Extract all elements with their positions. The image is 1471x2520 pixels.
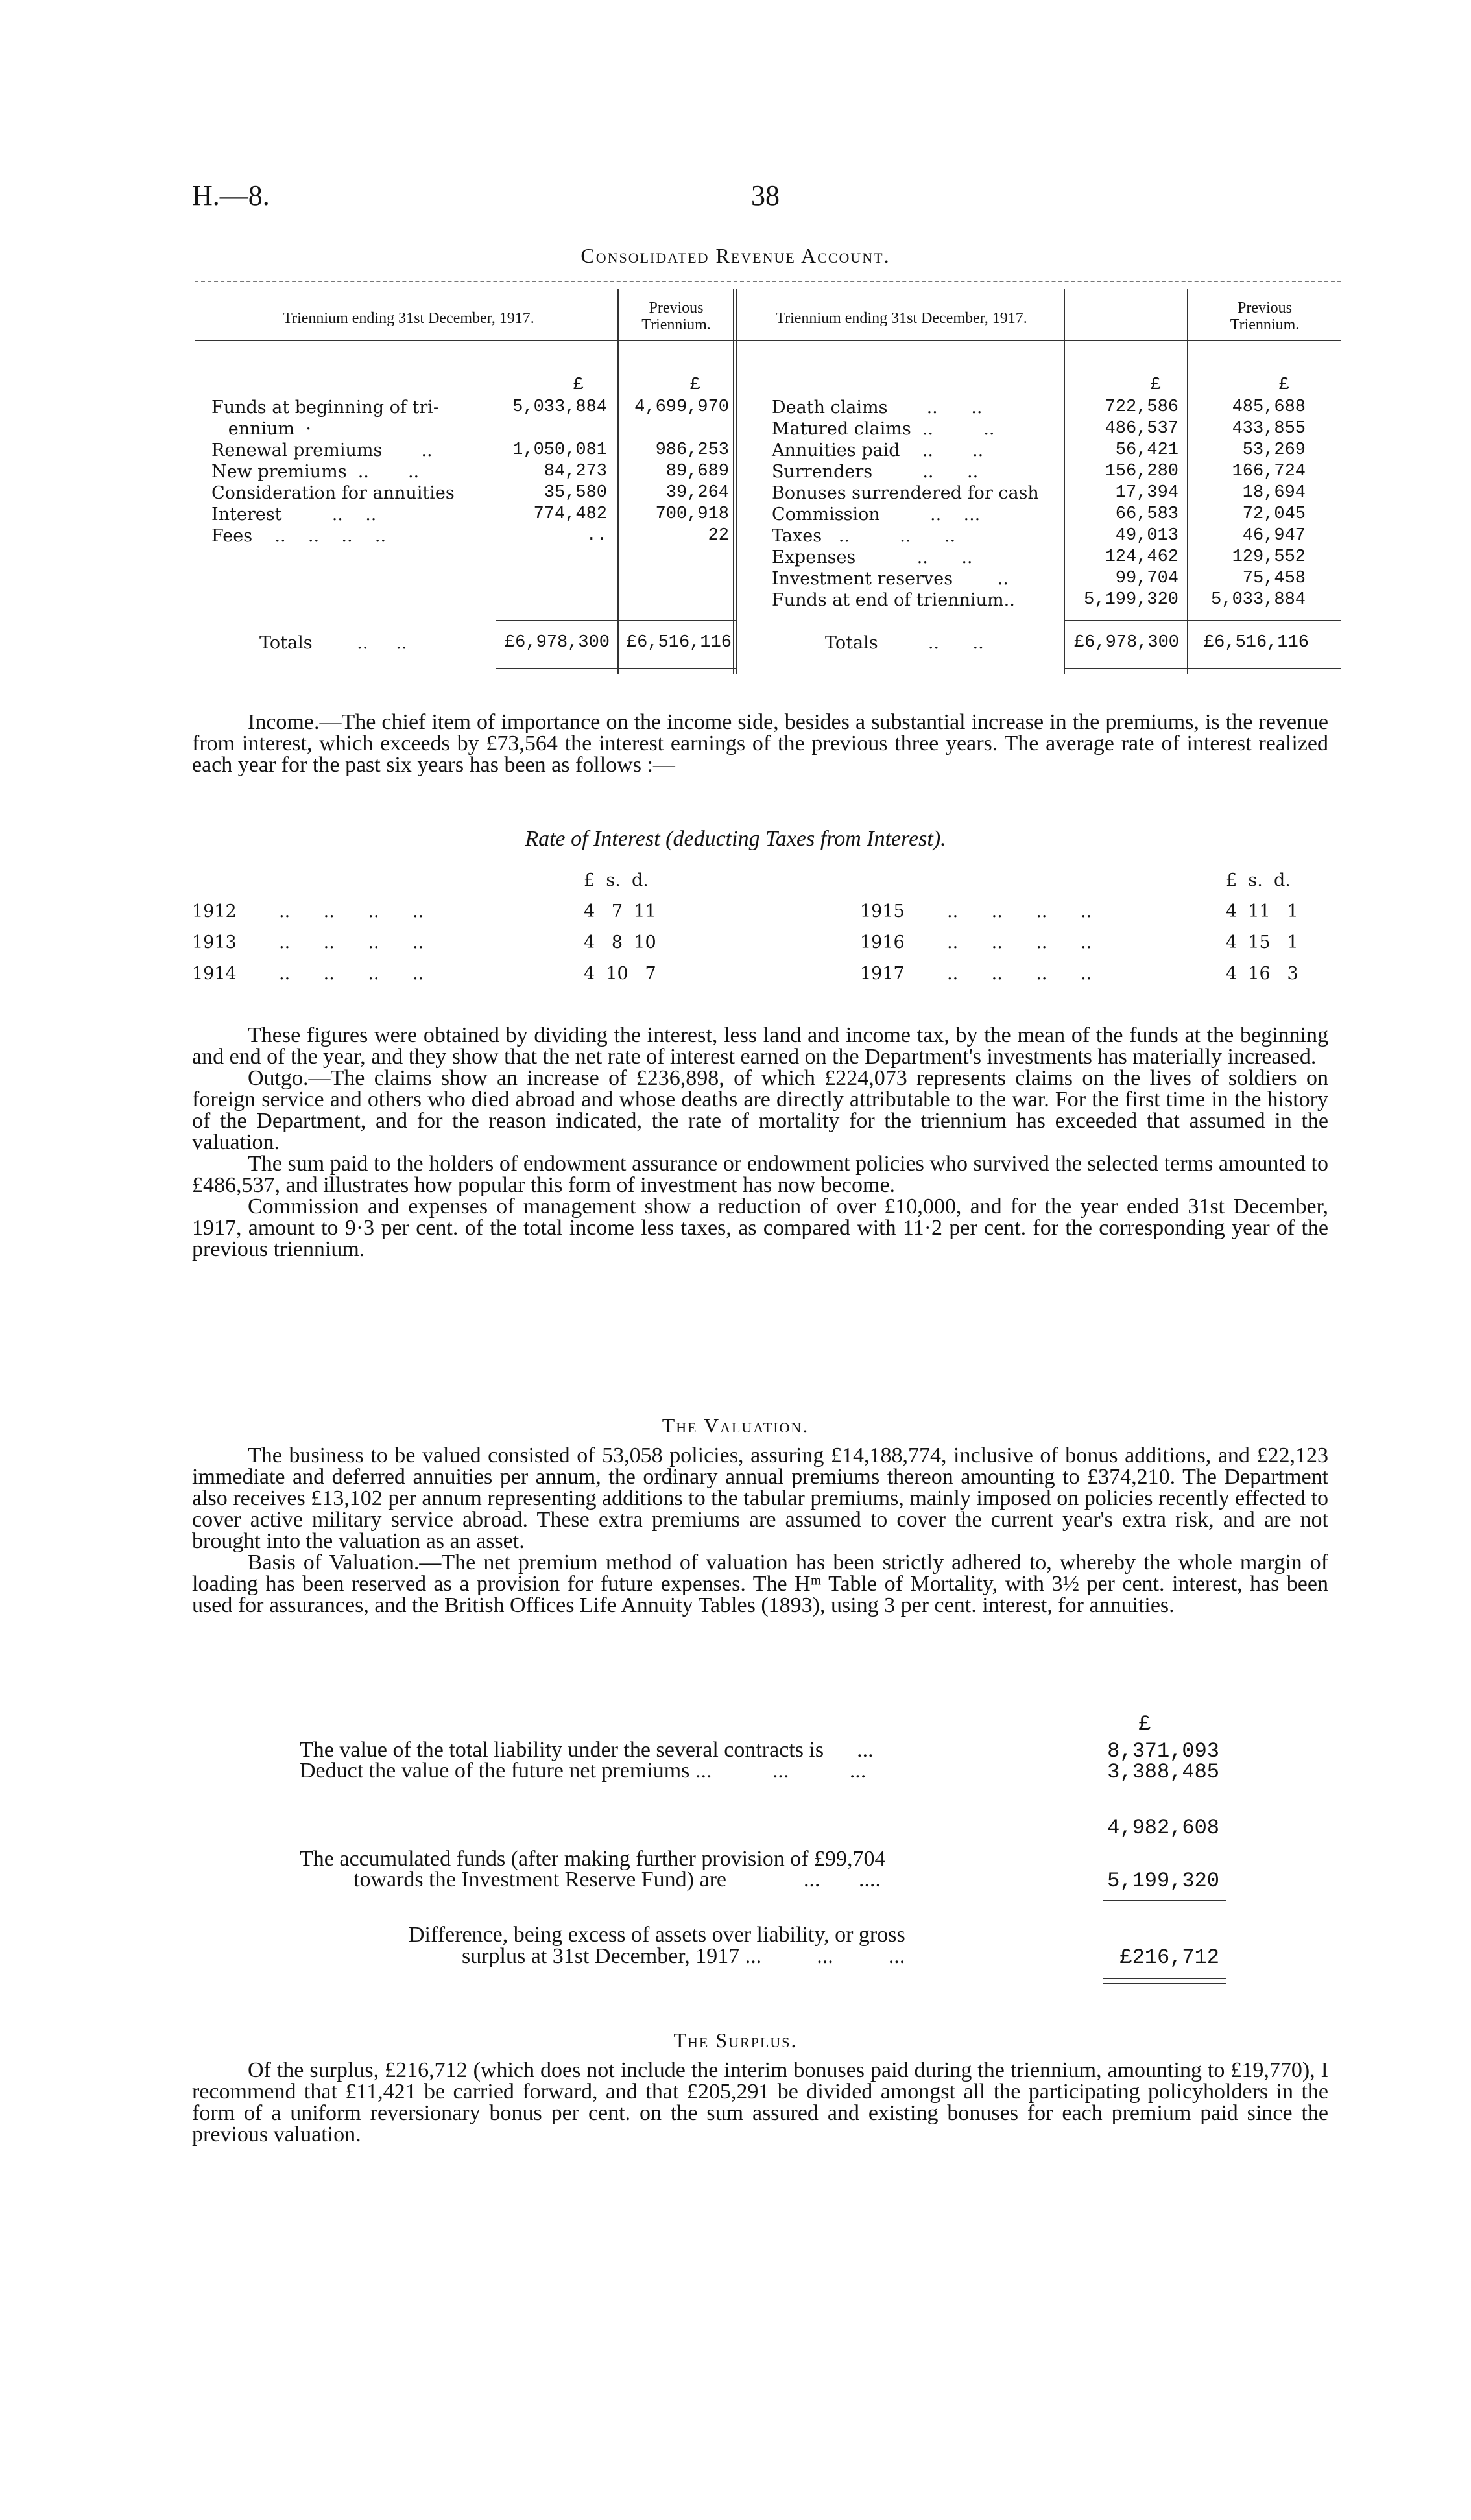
endowment-paragraph: The sum paid to the holders of endowment assurance or endowment policies who survived the selected terms amounted to £486,537, and illustrates how popular this form of investment has now become. [192,1152,1328,1197]
premiums-line: Deduct the value of the future net premiums ... ... ... [300,1759,867,1783]
subtotal-value: 4,982,608 [1107,1816,1219,1840]
funds-value: 5,199,320 [1107,1869,1219,1893]
figures-paragraph: These figures were obtained by dividing the interest, less land and income tax, by the mean of the funds at the beginning and end of the year, and they show that the net rate of interest earned on the Department's investments has materially increased. [192,1023,1328,1069]
valuation-paragraphs [192,1445,1328,1616]
difference-line-1: Difference, being excess of assets over liability, or gross [409,1923,905,1947]
rate-value: 4 8 10 [584,933,656,953]
col-divider-2 [733,289,734,674]
rate-leader: .. .. .. .. [279,964,424,984]
page-number: 38 [751,180,780,211]
totals-under-left [496,668,736,669]
totals-left-prev: £6,516,116 [626,633,732,652]
rate-leader: .. .. .. .. [947,964,1092,984]
table-row: Taxes .. .. .. 49,013 46,947 [772,526,1306,546]
liability-value: 8,371,093 [1107,1739,1219,1763]
table-row: ennium · [211,419,311,439]
currency-col-4: £ [1278,375,1289,395]
currency-col-2: £ [689,375,700,395]
page-ref: H.—8. [192,180,270,211]
surplus-value: £216,712 [1119,1945,1219,1969]
prev-heading-left-2: Triennium. [641,316,711,333]
rate-year: 1914 [192,964,237,984]
rate-leader: .. .. .. .. [947,933,1092,953]
table-row: Matured claims .. .. 486,537 433,855 [772,419,1306,439]
prev-heading-left-1: Previous [649,300,704,316]
rate-year: 1912 [192,901,237,921]
left-heading: Triennium ending 31st December, 1917. [283,310,534,327]
outgo-paragraph: Outgo.—The claims show an increase of £236,898, of which £224,073 represents claims on the lives of soldiers on foreign service and others who died abroad and whose deaths are directly attributable to the war. For the first time in the history of the Department, and for the reason indicated, the rate of mortality for the triennium has exceeded that assumed in the valuation. [192,1066,1328,1154]
premiums-value: 3,388,485 [1107,1760,1219,1784]
double-rule-1 [1103,1978,1226,1979]
table-row: New premiums .. .. 84,273 89,689 [211,462,729,482]
funds-line-1: The accumulated funds (after making further provision of £99,704 [300,1847,886,1871]
totals-left-cur: £6,978,300 [504,633,610,652]
rates-unit-left: £ s. d. [584,870,649,890]
rate-year: 1915 [860,901,905,921]
rate-value: 4 15 1 [1226,933,1298,953]
table-row: Death claims .. .. 722,586 485,688 [772,398,1306,418]
currency-col-3: £ [1150,375,1161,395]
rate-value: 4 7 11 [584,901,656,921]
col-divider-2b [736,289,737,674]
rates-unit-right: £ s. d. [1226,870,1291,890]
totals-rule-right [1064,620,1341,621]
right-heading: Triennium ending 31st December, 1917. [776,310,1027,327]
rate-value: 4 11 1 [1226,901,1298,921]
rate-leader: .. .. .. .. [279,901,424,921]
rate-leader: .. .. .. .. [947,901,1092,921]
rates-title: Rate of Interest (deducting Taxes from Interest). [525,827,946,851]
difference-line-2: surplus at 31st December, 1917 ... ... ... [462,1944,905,1968]
surplus-paragraph: Of the surplus, £216,712 (which does not include the interim bonuses paid during the triennium, amounting to £19,770), I recommend that £11,421 be carried forward, and that £205,291 be divided amongst all the participating policyholders in the form of a uniform reversionary bonus per cent. on the sum assured and existing bonuses for each premium paid since the previous valuation. [192,2058,1328,2146]
rate-value: 4 10 7 [584,964,656,984]
rate-year: 1913 [192,933,237,953]
rate-leader: .. .. .. .. [279,933,424,953]
table-row: Bonuses surrendered for cash 17,394 18,694 [772,483,1306,503]
income-rows [211,397,729,547]
commission-paragraph: Commission and expenses of management show a reduction of over £10,000, and for the year ended 31st December, 1917, amount to 9·3 per cent. of the total income less taxes, as compared with 11·2 per cent. for the corresponding year of the previous triennium. [192,1195,1328,1261]
table-row: Interest .. .. 774,482 700,918 [211,505,729,525]
table-header-rule [195,340,1341,341]
table-row: Expenses .. .. 124,462 129,552 [772,547,1306,567]
totals-right-prev: £6,516,116 [1203,633,1309,652]
table-row: Consideration for annuities 35,580 39,264 [211,483,729,503]
prev-heading-right-2: Triennium. [1230,316,1300,333]
outgo-rows [772,397,1306,611]
currency-col-1: £ [573,375,584,395]
surplus-title: The Surplus. [673,2028,798,2052]
basis-paragraph: Basis of Valuation.—The net premium method of valuation has been strictly adhered to, whereby the whole margin of loading has been reserved as a provision for future expenses. The Hᵐ Table of Mortality, with 3½ per cent. interest, has been used for assurances, and the British Offices Life Annuity Tables (1893), using 3 per cent. interest, for annuities. [192,1551,1328,1617]
totals-under-right [1064,668,1341,669]
table-row: Surrenders .. .. 156,280 166,724 [772,462,1306,482]
income-paragraph: Income.—The chief item of importance on the income side, besides a substantial increase in the premiums, is the revenue from interest, which exceeds by £73,564 the interest earnings of the previous three years. The average rate of interest realized each year for the past six years has been as follows :— [192,710,1328,777]
valuation-paragraph: The business to be valued consisted of 53,058 policies, assuring £14,188,774, inclusive of bonus additions, and £22,123 immediate and deferred annuities per annum, the ordinary annual premiums thereon amounting to £374,210. The Department also receives £13,102 per annum representing additions to the tabular premiums, mainly imposed on policies recently effected to cover active military service abroad. These extra premiums are assumed to cover the current year's extra risk, and are not brought into the valuation as an asset. [192,1444,1328,1553]
double-rule-2 [1103,1983,1226,1984]
revenue-title: Consolidated Revenue Account. [580,244,891,267]
table-top-rule [195,281,1341,282]
table-row: Funds at end of triennium.. 5,199,320 5,033,884 [772,590,1306,610]
totals-right-cur: £6,978,300 [1073,633,1179,652]
totals-label-right: Totals .. .. [825,633,984,653]
table-row: Funds at beginning of tri- 5,033,884 4,699,970 [211,398,729,418]
prev-heading-right-1: Previous [1238,300,1292,316]
table-row: Commission .. ... 66,583 72,045 [772,505,1306,525]
difference-rule [1103,1900,1226,1901]
body-paragraphs [192,1025,1328,1260]
table-row: Annuities paid .. .. 56,421 53,269 [772,440,1306,460]
valuation-currency: £ [1138,1712,1151,1736]
funds-line-2: towards the Investment Reserve Fund) are ... .... [353,1868,881,1892]
liability-line: The value of the total liability under the several contracts is ... [300,1738,874,1762]
totals-rule-left [496,620,736,621]
table-row: Fees .. .. .. .. .. 22 [211,526,729,546]
table-row: Investment reserves .. 99,704 75,458 [772,569,1306,589]
rate-year: 1917 [860,964,905,984]
totals-label-left: Totals .. .. [259,633,407,653]
rate-value: 4 16 3 [1226,964,1298,984]
valuation-title: The Valuation. [662,1414,809,1437]
table-row: Renewal premiums .. 1,050,081 986,253 [211,440,729,460]
rate-year: 1916 [860,933,905,953]
